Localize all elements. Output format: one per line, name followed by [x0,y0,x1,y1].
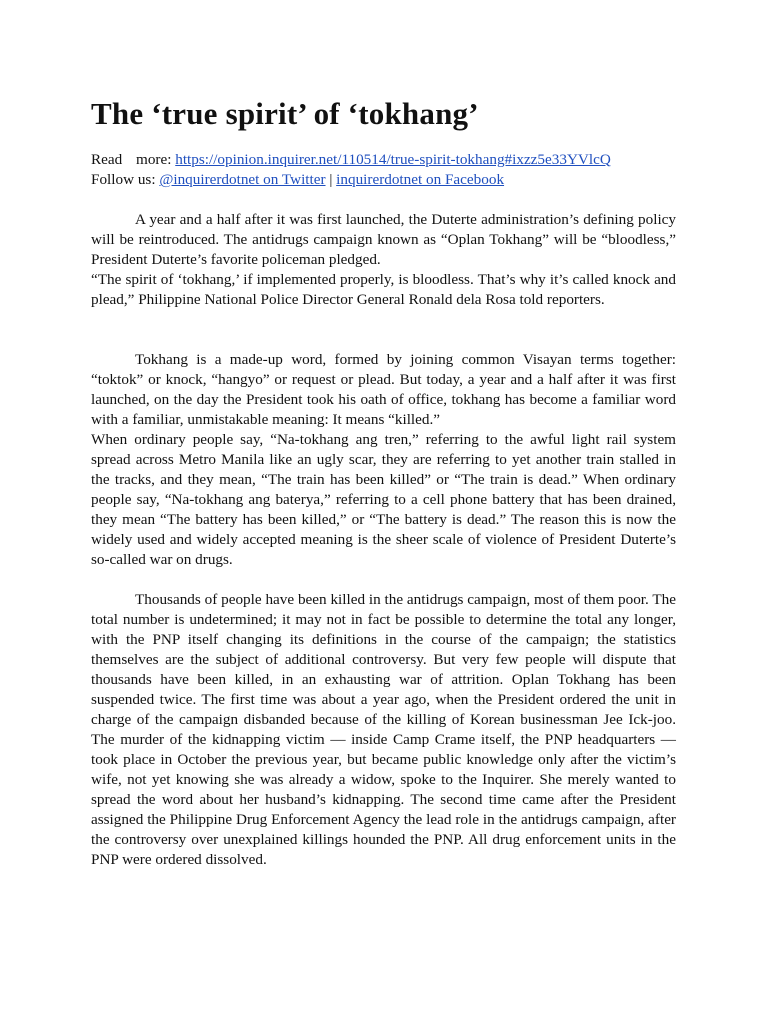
follow-us-label: Follow us: [91,171,156,188]
paragraph-3: Tokhang is a made-up word, formed by joining common Visayan terms together: “toktok” or knock, “hangyo” or request or plead. But today, a year and a half after it was first launched, on the day the President took his oath of office, tokhang has become a familiar word with a familiar, unmistakable meaning: It means “killed.” [91,351,676,428]
paragraph-5: Thousands of people have been killed in the antidrugs campaign, most of them poor. The total number is undetermined; it may not in fact be possible to determine the total any longer, with the PNP itself changing its definitions in the course of the campaign; the statistics themselves are the subject of additional controversy. But very few people will dispute that thousands have been killed, in an exhausting war of attrition. Oplan Tokhang has been suspended twice. The first time was about a year ago, when the President ordered the unit in charge of the campaign disbanded because of the killing of Korean businessman Jee Ick-joo. The murder of the kidnapping victim — inside Camp Crame itself, the PNP headquarters — took place in October the previous year, but became public knowledge only after the victim’s wife, not yet knowing she was already a widow, spoke to the Inquirer. She merely wanted to spread the word about her husband’s kidnapping. The second time came after the President assigned the Philippine Drug Enforcement Agency the lead role in the antidrugs campaign, after the controversy over unexplained killings hounded the PNP. All drug enforcement units in the PNP were ordered dissolved. [91,591,676,868]
paragraph-2: “The spirit of ‘tokhang,’ if implemented properly, is bloodless. That’s why it’s called knock and plead,” Philippine National Police Director General Ronald dela Rosa told reporters. [91,271,676,308]
paragraph-4: When ordinary people say, “Na-tokhang ang tren,” referring to the awful light rail system spread across Metro Manila like an ugly scar, they are referring to yet another train stalled in the tracks, and they mean, “The train has been killed” or “The train is dead.” When ordinary people say, “Na-tokhang ang baterya,” referring to a cell phone battery that has been drained, they mean “The battery has been killed,” or “The battery is dead.” The reason this is now the widely used and widely accepted meaning is the sheer scale of violence of President Duterte’s so-called war on drugs. [91,431,676,568]
read-more-link[interactable]: https://opinion.inquirer.net/110514/true-spirit-tokhang#ixzz5e33YVlcQ [175,151,611,168]
article-title: The ‘true spirit’ of ‘tokhang’ [91,96,479,131]
article-meta [91,150,676,190]
read-more-line [91,150,676,170]
document-page [91,92,676,870]
follow-us-line [91,170,676,190]
twitter-link[interactable]: @inquirerdotnet on Twitter [159,171,326,188]
paragraph-1: A year and a half after it was first launched, the Duterte administration’s defining policy will be reintroduced. The antidrugs campaign known as “Oplan Tokhang” will be “bloodless,” President Duterte’s favorite policeman pledged. [91,211,676,268]
facebook-link[interactable]: inquirerdotnet on Facebook [336,171,505,188]
link-separator: | [329,171,333,188]
read-more-label: Read more: [91,151,172,168]
